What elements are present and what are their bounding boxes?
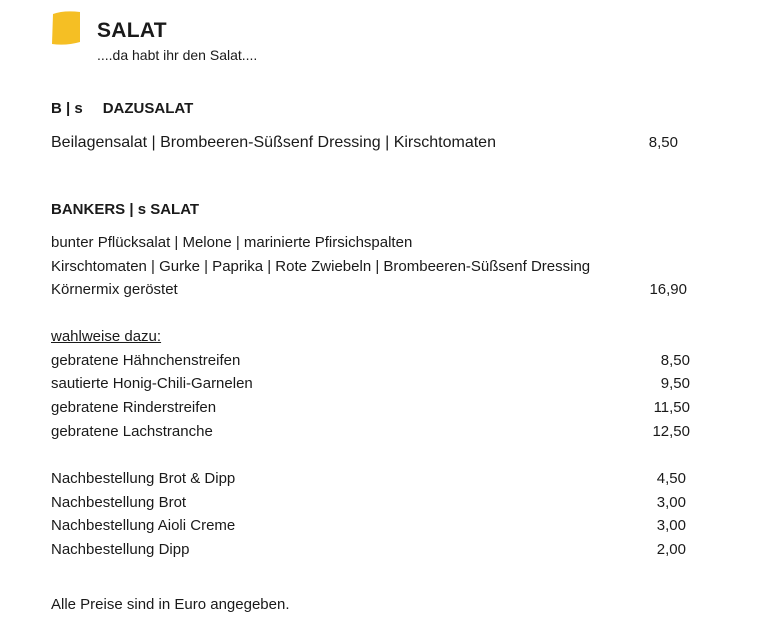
extras-item-price: 9,50: [660, 375, 690, 392]
extras-item-price: 12,50: [652, 423, 690, 440]
extras-label: wahlweise dazu:: [51, 328, 162, 345]
section-heading-prefix: B | s: [51, 100, 83, 117]
extras-item-name: gebratene Rinderstreifen: [51, 399, 217, 416]
extras-item-price: 11,50: [653, 399, 690, 416]
extras-item-name: gebratene Lachstranche: [51, 423, 213, 440]
section-heading-bankers: BANKERS | s SALAT: [51, 201, 200, 218]
nachbestellung-item-name: Nachbestellung Brot: [51, 494, 187, 511]
bankers-line: Kirschtomaten | Gurke | Paprika | Rote Zwiebeln | Brombeeren-Süßsenf Dressing: [51, 258, 591, 275]
nachbestellung-item-price: 4,50: [656, 470, 686, 487]
nachbestellung-item-price: 3,00: [656, 517, 686, 534]
page-title: SALAT: [97, 19, 167, 42]
bankers-line: Körnermix geröstet: [51, 281, 178, 298]
section-heading-label: DAZUSALAT: [102, 100, 194, 117]
nachbestellung-item-price: 2,00: [656, 541, 686, 558]
dazusalat-item: Beilagensalat | Brombeeren-Süßsenf Dressing | Kirschtomaten: [51, 134, 496, 151]
section-heading-dazusalat: [51, 100, 193, 117]
nachbestellung-item-name: Nachbestellung Brot & Dipp: [51, 470, 236, 487]
footer-note: Alle Preise sind in Euro angegeben.: [51, 596, 290, 613]
bankers-price: 16,90: [649, 281, 687, 298]
page-subtitle: ....da habt ihr den Salat....: [97, 47, 258, 63]
dazusalat-price: 8,50: [648, 134, 678, 151]
extras-item-name: gebratene Hähnchenstreifen: [51, 352, 241, 369]
bankers-line: bunter Pflücksalat | Melone | marinierte Pfirsichspalten: [51, 234, 413, 251]
nachbestellung-item-name: Nachbestellung Dipp: [51, 541, 190, 558]
nachbestellung-item-name: Nachbestellung Aioli Creme: [51, 517, 236, 534]
extras-item-name: sautierte Honig-Chili-Garnelen: [51, 375, 253, 392]
nachbestellung-item-price: 3,00: [656, 494, 686, 511]
brand-logo-icon: [50, 8, 82, 46]
extras-item-price: 8,50: [660, 352, 690, 369]
